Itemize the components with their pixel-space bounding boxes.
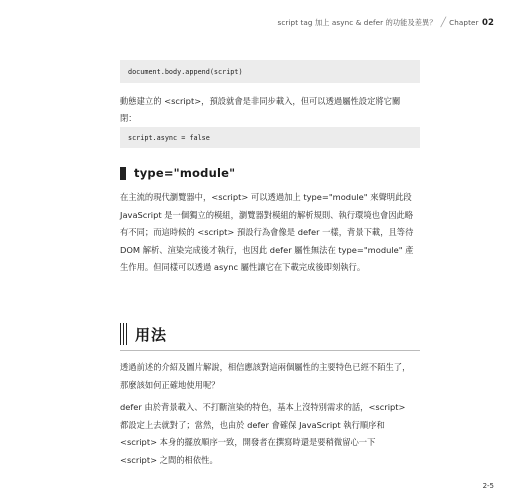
- section-heading-type-module: [120, 166, 235, 180]
- paragraph-dynamic-script: 動態建立的 <script>，預設就會是非同步載入，但可以透過屬性設定將它關閉：: [120, 96, 401, 123]
- heading-bars-marker: [120, 323, 129, 345]
- chapter-heading-usage: [120, 322, 420, 346]
- paragraph-type-module: 在主流的現代瀏覽器中，<script> 可以透過加上 type="module" 來聲明此段 JavaScript 是一個獨立的模組，瀏覽器對模組的解析規則、執行環境也會因此略有不同；而這時候的 <script> 預設行為會像是 defer 一樣，背景下載，且等待 DOM 解析、渲染完成後才執行，也因此 defer 屬性無法在 type="module" 產生作用。但同樣可以透過 async 屬性讓它在下載完成後即刻執行。: [120, 192, 414, 273]
- code-block-async-false: [120, 127, 420, 148]
- heading-underline: [120, 350, 420, 351]
- code-line: document.body.append(script): [128, 67, 243, 76]
- paragraph-usage-intro: 透過前述的介紹及圖片解說，相信應該對這兩個屬性的主要特色已經不陌生了，那麼該如何正確地使用呢？: [120, 362, 411, 390]
- header-separator: ╱: [440, 18, 447, 28]
- chapter-label: Chapter: [449, 18, 479, 27]
- code-line: script.async = false: [128, 133, 210, 142]
- heading-bar-marker: [120, 167, 126, 180]
- section-heading-text: type="module": [134, 166, 236, 180]
- running-header-title: script tag 加上 async & defer 的功能及差異？: [277, 18, 437, 27]
- chapter-number: 02: [481, 18, 494, 28]
- running-header: [277, 18, 494, 28]
- code-block-append: [120, 60, 420, 83]
- paragraph-defer-usage: defer 由於背景載入、不打斷渲染的特色，基本上沒特別需求的話，<script> 都設定上去就對了；當然，也由於 defer 會確保 JavaScript 執行順序和 <script> 本身的擺放順序一致，開發者在撰寫時還是要稍微留心一下 <script> 之間的相依性。: [120, 402, 406, 465]
- page-number: 2-5: [482, 482, 494, 490]
- chapter-heading-text: 用法: [134, 325, 167, 344]
